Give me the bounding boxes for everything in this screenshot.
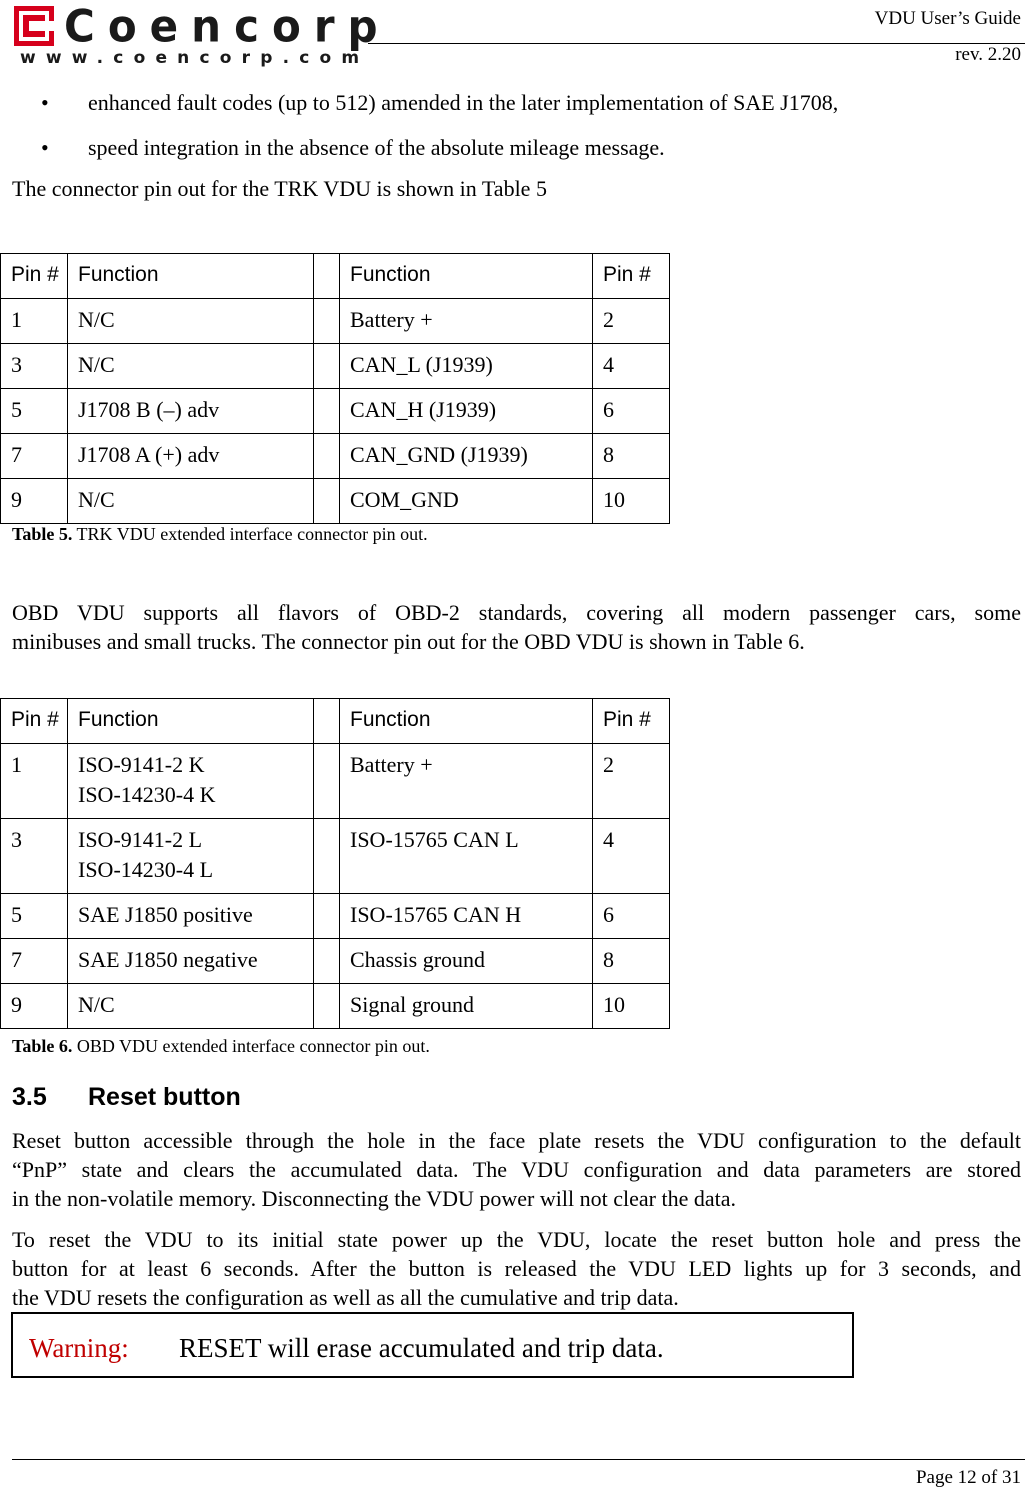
spacer-cell: [314, 434, 340, 479]
pin-cell: 10: [593, 479, 670, 524]
table-header-row: [1, 254, 670, 299]
bullet-icon: •: [41, 90, 49, 115]
table-row: [1, 389, 670, 434]
spacer-cell: [314, 819, 340, 894]
pin-cell: 2: [593, 299, 670, 344]
pin-cell: 7: [1, 434, 68, 479]
spacer-cell: [314, 744, 340, 819]
function-cell: N/C: [68, 984, 314, 1029]
section-heading: 3.5 Reset button: [12, 1083, 241, 1111]
paragraph-line: button for at least 6 seconds. After the button is released the VDU LED lights up for 3 seconds, and: [12, 1256, 1021, 1281]
spacer-cell: [314, 344, 340, 389]
function-cell: SAE J1850 negative: [68, 939, 314, 984]
table-row: [1, 984, 670, 1029]
function-cell: N/C: [68, 344, 314, 389]
header-cell: Function: [340, 699, 593, 744]
spacer-cell: [314, 389, 340, 434]
pin-cell: 5: [1, 389, 68, 434]
warning-label: Warning:: [29, 1333, 129, 1363]
bullet-icon: •: [41, 135, 49, 160]
pin-cell: 4: [593, 819, 670, 894]
obd-paragraph-line: minibuses and small trucks. The connector pin out for the OBD VDU is shown in Table 6.: [12, 629, 805, 654]
function-cell: N/C: [68, 299, 314, 344]
paragraph-line: in the non-volatile memory. Disconnecting the VDU power will not clear the data.: [12, 1186, 736, 1211]
table-row: [1, 434, 670, 479]
obd-pinout-table: [0, 698, 670, 1029]
table-row: [1, 744, 670, 819]
table-row: [1, 479, 670, 524]
pin-cell: 10: [593, 984, 670, 1029]
table-caption: Table 5. TRK VDU extended interface connector pin out.: [12, 524, 428, 544]
header-cell: Function: [68, 699, 314, 744]
function-cell: J1708 A (+) adv: [68, 434, 314, 479]
paragraph-line: “PnP” state and clears the accumulated data. The VDU configuration and data parameters are stored: [12, 1157, 1021, 1182]
header-divider: [368, 43, 1025, 44]
header-cell: Pin #: [593, 699, 670, 744]
function-cell: Signal ground: [340, 984, 593, 1029]
trk-intro-text: The connector pin out for the TRK VDU is shown in Table 5: [12, 176, 547, 201]
spacer-cell: [314, 894, 340, 939]
paragraph-line: To reset the VDU to its initial state power up the VDU, locate the reset button hole and press the: [12, 1227, 1021, 1252]
header-cell: Pin #: [1, 254, 68, 299]
pin-cell: 3: [1, 344, 68, 389]
pin-cell: 9: [1, 479, 68, 524]
function-cell: SAE J1850 positive: [68, 894, 314, 939]
table-row: [1, 299, 670, 344]
table-row: [1, 344, 670, 389]
logo-wordmark: Coencorp: [64, 0, 391, 53]
function-cell: Battery +: [340, 299, 593, 344]
function-cell: CAN_GND (J1939): [340, 434, 593, 479]
pin-cell: 5: [1, 894, 68, 939]
pin-cell: 3: [1, 819, 68, 894]
pin-cell: 4: [593, 344, 670, 389]
function-cell: Chassis ground: [340, 939, 593, 984]
footer-divider: [12, 1459, 1025, 1460]
table-row: [1, 819, 670, 894]
header-cell: Pin #: [1, 699, 68, 744]
table-caption: Table 6. OBD VDU extended interface connector pin out.: [12, 1036, 430, 1056]
header-cell: Function: [340, 254, 593, 299]
function-cell: ISO-15765 CAN H: [340, 894, 593, 939]
bullet-item: speed integration in the absence of the absolute mileage message.: [88, 135, 665, 160]
pin-cell: 6: [593, 389, 670, 434]
table-row: [1, 939, 670, 984]
pin-cell: 1: [1, 744, 68, 819]
warning-text: RESET will erase accumulated and trip data.: [179, 1333, 664, 1363]
paragraph-line: the VDU resets the configuration as well as all the cumulative and trip data.: [12, 1285, 679, 1310]
function-cell: J1708 B (–) adv: [68, 389, 314, 434]
obd-paragraph-line: OBD VDU supports all flavors of OBD-2 standards, covering all modern passenger cars, some: [12, 600, 1021, 625]
function-cell: ISO-9141-2 L ISO-14230-4 L: [68, 819, 314, 894]
pin-cell: 9: [1, 984, 68, 1029]
coencorp-logo-icon: [14, 6, 60, 46]
table-header-row: [1, 699, 670, 744]
pin-cell: 2: [593, 744, 670, 819]
pin-cell: 7: [1, 939, 68, 984]
function-cell: CAN_L (J1939): [340, 344, 593, 389]
pin-cell: 8: [593, 939, 670, 984]
document-title: VDU User’s Guide: [874, 8, 1021, 29]
bullet-item: enhanced fault codes (up to 512) amended in the later implementation of SAE J1708,: [88, 90, 839, 115]
revision-label: rev. 2.20: [955, 44, 1021, 65]
header-cell: Pin #: [593, 254, 670, 299]
spacer-cell: [314, 939, 340, 984]
pin-cell: 8: [593, 434, 670, 479]
logo-url: www.coencorp.com: [20, 48, 370, 68]
page-number: Page 12 of 31: [915, 1467, 1021, 1488]
function-cell: Battery +: [340, 744, 593, 819]
spacer-cell: [314, 479, 340, 524]
pin-cell: 6: [593, 894, 670, 939]
spacer-cell: [314, 699, 340, 744]
function-cell: ISO-15765 CAN L: [340, 819, 593, 894]
warning-box: [11, 1312, 854, 1378]
table-row: [1, 894, 670, 939]
function-cell: COM_GND: [340, 479, 593, 524]
spacer-cell: [314, 254, 340, 299]
trk-pinout-table: [0, 253, 670, 524]
header-cell: Function: [68, 254, 314, 299]
function-cell: ISO-9141-2 K ISO-14230-4 K: [68, 744, 314, 819]
function-cell: N/C: [68, 479, 314, 524]
pin-cell: 1: [1, 299, 68, 344]
function-cell: CAN_H (J1939): [340, 389, 593, 434]
company-logo: [14, 0, 391, 68]
spacer-cell: [314, 299, 340, 344]
spacer-cell: [314, 984, 340, 1029]
paragraph-line: Reset button accessible through the hole in the face plate resets the VDU configuration to the default: [12, 1128, 1021, 1153]
